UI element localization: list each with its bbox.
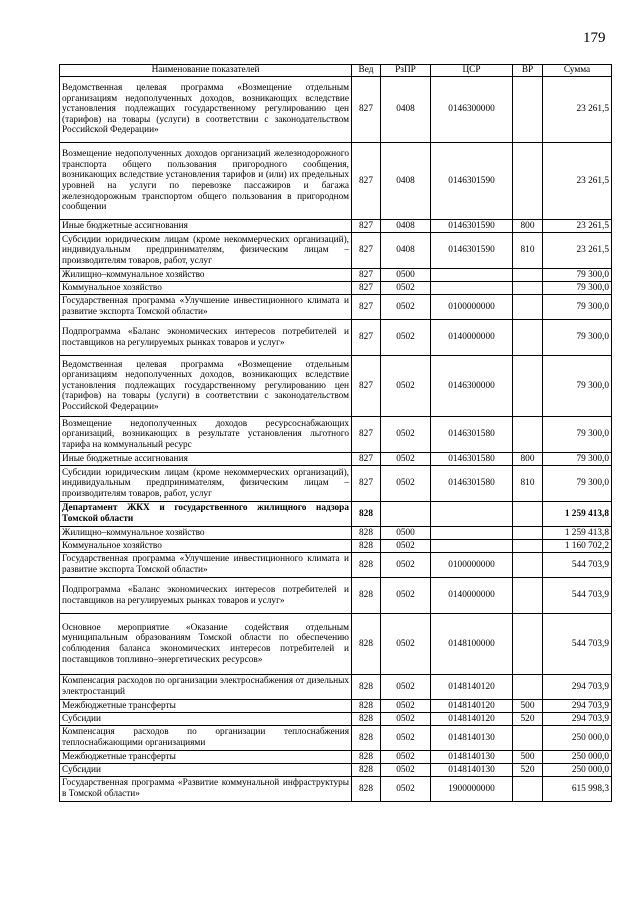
header-vr: ВР	[513, 65, 543, 77]
row-csr-cell: 0148140120	[431, 700, 513, 713]
row-name-cell: Жилищно–коммунальное хозяйство	[60, 269, 352, 282]
row-name-cell: Основное мероприятие «Оказание содействия отдельным муниципальным образованиям Томской области по обеспечению соблюдения баланса экономических интересов потребителей и поставщиков топливно–энергетических ресурсов»	[60, 614, 352, 675]
row-vr-cell	[513, 282, 543, 295]
row-sum-cell: 23 261,5	[543, 77, 612, 143]
row-rzpr-cell: 0500	[381, 527, 431, 540]
header-name: Наименование показателей	[60, 65, 352, 77]
row-ved-cell: 828	[352, 700, 381, 713]
table-row	[60, 269, 612, 282]
row-ved-cell: 828	[352, 751, 381, 764]
row-name-cell: Субсидии	[60, 713, 352, 726]
row-sum-cell: 250 000,0	[543, 764, 612, 777]
row-rzpr-cell: 0502	[381, 777, 431, 802]
row-rzpr-cell: 0502	[381, 726, 431, 751]
row-vr-cell: 520	[513, 764, 543, 777]
row-name-cell: Компенсация расходов по организации электроснабжения от дизельных электростанций	[60, 675, 352, 700]
table-row	[60, 320, 612, 356]
table-row	[60, 726, 612, 751]
row-sum-cell: 544 703,9	[543, 614, 612, 675]
row-ved-cell: 828	[352, 502, 381, 527]
row-vr-cell: 500	[513, 751, 543, 764]
row-name-cell: Иные бюджетные ассигнования	[60, 220, 352, 233]
row-rzpr-cell: 0502	[381, 320, 431, 356]
row-rzpr-cell: 0502	[381, 700, 431, 713]
row-ved-cell: 827	[352, 282, 381, 295]
row-vr-cell: 800	[513, 220, 543, 233]
row-rzpr-cell: 0500	[381, 269, 431, 282]
row-rzpr-cell: 0502	[381, 417, 431, 453]
row-name-cell: Департамент ЖКХ и государственного жилищного надзора Томской области	[60, 502, 352, 527]
row-ved-cell: 827	[352, 453, 381, 466]
row-name-cell: Государственная программа «Улучшение инвестиционного климата и развитие экспорта Томской области»	[60, 295, 352, 320]
row-ved-cell: 827	[352, 269, 381, 282]
row-sum-cell: 23 261,5	[543, 233, 612, 269]
row-vr-cell: 500	[513, 700, 543, 713]
row-ved-cell: 827	[352, 356, 381, 417]
row-csr-cell: 0148140120	[431, 675, 513, 700]
row-vr-cell	[513, 540, 543, 553]
row-vr-cell	[513, 320, 543, 356]
row-name-cell: Ведомственная целевая программа «Возмещение отдельным организациям недополученных доходов, возникающих вследствие установления подлежащих государственному регулированию цен (тарифов) на товары (услуги) в соответствии с законодательством Российской Федерации»	[60, 77, 352, 143]
row-vr-cell	[513, 269, 543, 282]
row-csr-cell: 0146300000	[431, 356, 513, 417]
row-ved-cell: 828	[352, 764, 381, 777]
table-row	[60, 700, 612, 713]
row-rzpr-cell: 0502	[381, 764, 431, 777]
row-rzpr-cell: 0502	[381, 751, 431, 764]
row-vr-cell	[513, 527, 543, 540]
row-vr-cell	[513, 502, 543, 527]
row-csr-cell: 0148140120	[431, 713, 513, 726]
row-ved-cell: 828	[352, 614, 381, 675]
table-row	[60, 282, 612, 295]
row-sum-cell: 79 300,0	[543, 269, 612, 282]
table-header-row	[60, 65, 612, 77]
budget-table	[59, 64, 612, 802]
table-row	[60, 502, 612, 527]
row-ved-cell: 827	[352, 233, 381, 269]
row-sum-cell: 250 000,0	[543, 726, 612, 751]
table-row	[60, 675, 612, 700]
row-ved-cell: 827	[352, 295, 381, 320]
row-sum-cell: 294 703,9	[543, 675, 612, 700]
row-name-cell: Коммунальное хозяйство	[60, 282, 352, 295]
row-ved-cell: 828	[352, 675, 381, 700]
row-vr-cell: 810	[513, 233, 543, 269]
table-row	[60, 233, 612, 269]
row-vr-cell	[513, 614, 543, 675]
row-vr-cell	[513, 295, 543, 320]
row-vr-cell	[513, 675, 543, 700]
row-name-cell: Компенсация расходов по организации теплоснабжения теплоснабжающими организациями	[60, 726, 352, 751]
row-name-cell: Возмещение недополученных доходов ресурсоснабжающих организаций, возникающих в результате установления льготного тарифа на коммунальный ресурс	[60, 417, 352, 453]
row-name-cell: Субсидии юридическим лицам (кроме некоммерческих организаций), индивидуальным предпринимателям, физическим лицам – производителям товаров, работ, услуг	[60, 233, 352, 269]
row-rzpr-cell: 0502	[381, 675, 431, 700]
row-name-cell: Субсидии юридическим лицам (кроме некоммерческих организаций), индивидуальным предпринимателям, физическим лицам – производителям товаров, работ, услуг	[60, 466, 352, 502]
row-rzpr-cell: 0502	[381, 713, 431, 726]
table-row	[60, 295, 612, 320]
row-ved-cell: 828	[352, 553, 381, 578]
row-vr-cell: 800	[513, 453, 543, 466]
row-ved-cell: 828	[352, 578, 381, 614]
row-sum-cell: 1 160 702,2	[543, 540, 612, 553]
row-vr-cell	[513, 356, 543, 417]
row-name-cell: Подпрограмма «Баланс экономических интересов потребителей и поставщиков на регулируемых рынках товаров и услуг»	[60, 320, 352, 356]
row-rzpr-cell: 0502	[381, 553, 431, 578]
row-sum-cell: 79 300,0	[543, 466, 612, 502]
row-csr-cell	[431, 502, 513, 527]
row-name-cell: Подпрограмма «Баланс экономических интересов потребителей и поставщиков на регулируемых рынках товаров и услуг»	[60, 578, 352, 614]
table-row	[60, 751, 612, 764]
row-ved-cell: 827	[352, 320, 381, 356]
row-sum-cell: 615 998,3	[543, 777, 612, 802]
row-csr-cell: 0148140130	[431, 751, 513, 764]
row-name-cell: Жилищно–коммунальное хозяйство	[60, 527, 352, 540]
row-csr-cell: 0148140130	[431, 764, 513, 777]
row-vr-cell	[513, 578, 543, 614]
row-rzpr-cell: 0408	[381, 220, 431, 233]
row-sum-cell: 294 703,9	[543, 713, 612, 726]
row-sum-cell: 23 261,5	[543, 143, 612, 220]
table-row	[60, 614, 612, 675]
row-csr-cell	[431, 527, 513, 540]
row-sum-cell: 79 300,0	[543, 282, 612, 295]
table-row	[60, 553, 612, 578]
table-row	[60, 777, 612, 802]
row-sum-cell: 250 000,0	[543, 751, 612, 764]
row-rzpr-cell: 0502	[381, 466, 431, 502]
row-vr-cell	[513, 553, 543, 578]
row-rzpr-cell: 0502	[381, 614, 431, 675]
row-csr-cell: 0146301580	[431, 453, 513, 466]
row-sum-cell: 79 300,0	[543, 356, 612, 417]
row-sum-cell: 1 259 413,8	[543, 527, 612, 540]
row-name-cell: Иные бюджетные ассигнования	[60, 453, 352, 466]
row-ved-cell: 827	[352, 417, 381, 453]
row-name-cell: Межбюджетные трансферты	[60, 700, 352, 713]
row-sum-cell: 294 703,9	[543, 700, 612, 713]
row-ved-cell: 828	[352, 726, 381, 751]
table-row	[60, 417, 612, 453]
row-ved-cell: 828	[352, 713, 381, 726]
row-rzpr-cell: 0502	[381, 453, 431, 466]
row-csr-cell: 0140000000	[431, 320, 513, 356]
row-ved-cell: 828	[352, 527, 381, 540]
table-row	[60, 540, 612, 553]
row-vr-cell	[513, 77, 543, 143]
row-name-cell: Субсидии	[60, 764, 352, 777]
row-csr-cell	[431, 269, 513, 282]
row-sum-cell: 79 300,0	[543, 320, 612, 356]
row-vr-cell: 520	[513, 713, 543, 726]
row-name-cell: Государственная программа «Улучшение инвестиционного климата и развитие экспорта Томской области»	[60, 553, 352, 578]
header-rzpr: РзПР	[381, 65, 431, 77]
row-ved-cell: 828	[352, 540, 381, 553]
row-csr-cell: 0146301580	[431, 417, 513, 453]
table-row	[60, 764, 612, 777]
row-ved-cell: 827	[352, 466, 381, 502]
row-csr-cell: 0146301590	[431, 143, 513, 220]
row-csr-cell: 1900000000	[431, 777, 513, 802]
row-sum-cell: 23 261,5	[543, 220, 612, 233]
row-rzpr-cell: 0408	[381, 77, 431, 143]
row-name-cell: Коммунальное хозяйство	[60, 540, 352, 553]
table-body	[60, 77, 612, 802]
header-sum: Сумма	[543, 65, 612, 77]
table-row	[60, 143, 612, 220]
row-rzpr-cell: 0502	[381, 282, 431, 295]
table-row	[60, 220, 612, 233]
row-csr-cell: 0148140130	[431, 726, 513, 751]
header-ved: Вед	[352, 65, 381, 77]
row-sum-cell: 544 703,9	[543, 578, 612, 614]
row-ved-cell: 827	[352, 220, 381, 233]
row-rzpr-cell: 0502	[381, 540, 431, 553]
row-csr-cell	[431, 282, 513, 295]
row-name-cell: Возмещение недополученных доходов организаций железнодорожного транспорта общего пользования пригородного сообщения, возникающих вследствие установления тарифов и (или) их предельных уровней на услуги по перевозке пассажиров и багажа железнодорожным транспортом общего пользования в пригородном сообщении	[60, 143, 352, 220]
row-csr-cell: 0100000000	[431, 295, 513, 320]
table-row	[60, 713, 612, 726]
table-row	[60, 466, 612, 502]
row-ved-cell: 827	[352, 143, 381, 220]
page-number: 179	[583, 30, 606, 46]
table-row	[60, 77, 612, 143]
row-name-cell: Ведомственная целевая программа «Возмещение отдельным организациям недополученных доходов, возникающих вследствие установления подлежащих государственному регулированию цен (тарифов) на товары (услуги) в соответствии с законодательством Российской Федерации»	[60, 356, 352, 417]
row-name-cell: Государственная программа «Развитие коммунальной инфраструктуры в Томской области»	[60, 777, 352, 802]
row-csr-cell: 0100000000	[431, 553, 513, 578]
row-sum-cell: 79 300,0	[543, 453, 612, 466]
table-row	[60, 453, 612, 466]
row-csr-cell: 0146301590	[431, 233, 513, 269]
row-ved-cell: 828	[352, 777, 381, 802]
row-sum-cell: 1 259 413,8	[543, 502, 612, 527]
table-row	[60, 578, 612, 614]
row-vr-cell	[513, 417, 543, 453]
row-vr-cell	[513, 777, 543, 802]
header-csr: ЦСР	[431, 65, 513, 77]
row-sum-cell: 544 703,9	[543, 553, 612, 578]
row-rzpr-cell	[381, 502, 431, 527]
row-ved-cell: 827	[352, 77, 381, 143]
table-row	[60, 356, 612, 417]
row-csr-cell: 0148100000	[431, 614, 513, 675]
row-rzpr-cell: 0502	[381, 356, 431, 417]
row-csr-cell: 0146301580	[431, 466, 513, 502]
row-csr-cell	[431, 540, 513, 553]
row-csr-cell: 0146300000	[431, 77, 513, 143]
row-rzpr-cell: 0408	[381, 143, 431, 220]
row-vr-cell	[513, 726, 543, 751]
table-row	[60, 527, 612, 540]
row-csr-cell: 0146301590	[431, 220, 513, 233]
row-name-cell: Межбюджетные трансферты	[60, 751, 352, 764]
row-csr-cell: 0140000000	[431, 578, 513, 614]
row-rzpr-cell: 0408	[381, 233, 431, 269]
row-vr-cell	[513, 143, 543, 220]
row-rzpr-cell: 0502	[381, 578, 431, 614]
row-sum-cell: 79 300,0	[543, 295, 612, 320]
row-sum-cell: 79 300,0	[543, 417, 612, 453]
row-vr-cell: 810	[513, 466, 543, 502]
row-rzpr-cell: 0502	[381, 295, 431, 320]
